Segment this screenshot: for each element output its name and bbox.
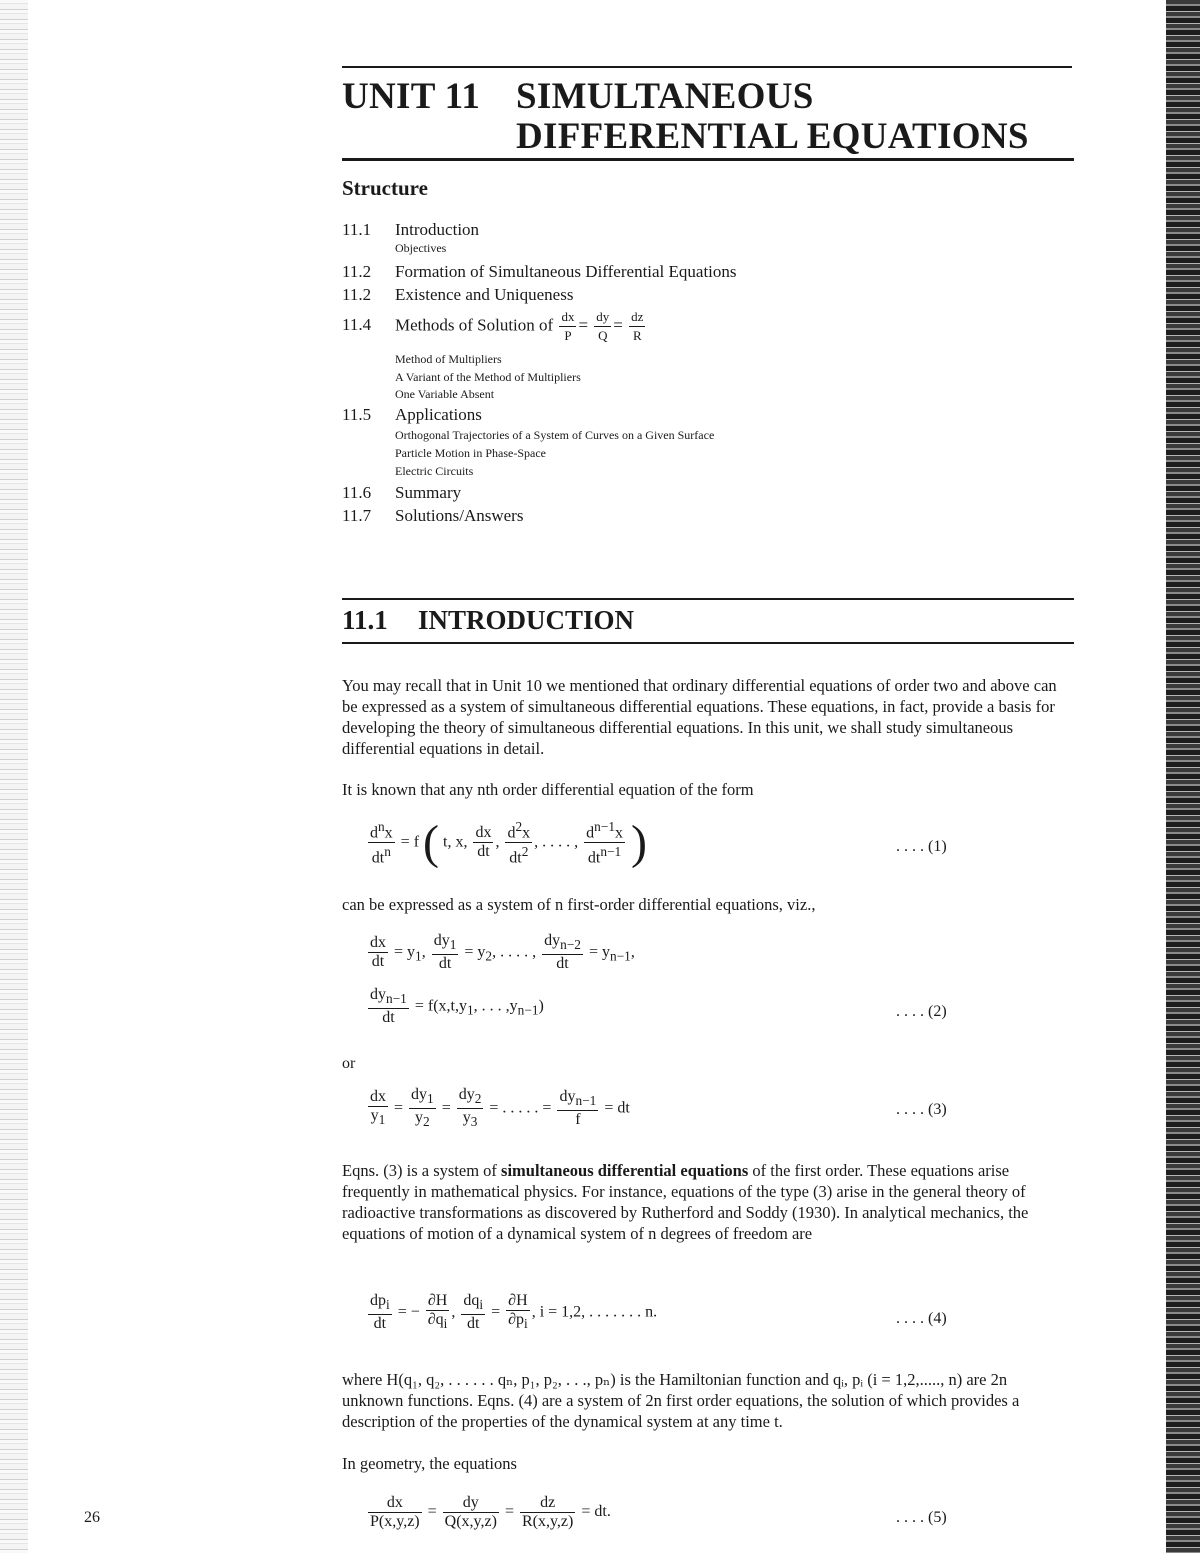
intro-paragraph-5: where H(q₁, q₂, . . . . . . qₙ, p₁, p₂, . . ., pₙ) is the Hamiltonian function and qᵢ, pᵢ (i = 1,2,....., n) are 2n unknown functions. Eqns. (4) are a system of 2n first order equations, the solution of which provides a description of the properties of the dynamical system at any time t. [342, 1370, 1020, 1431]
toc-item-11-1[interactable]: 11.1 Introduction [342, 220, 480, 239]
toc-sub-phase-space[interactable]: Particle Motion in Phase-Space [395, 446, 546, 460]
equation-2-line2: $\frac{dy_{n-1}}{dt}$ = $f(x,t,y_1$, . . . $,y_{n-1}$) [370, 986, 544, 1027]
header-top-rule [342, 66, 1072, 68]
intro-paragraph-2: It is known that any nth order differential equation of the form [342, 780, 754, 799]
method-frac-3: $\frac{dz}{R}$ [631, 309, 644, 343]
term-simultaneous-de: simultaneous differential equations [501, 1161, 749, 1180]
equation-4-number: . . . . (4) [896, 1310, 947, 1327]
structure-heading: Structure [342, 176, 428, 200]
toc-sub-one-variable[interactable]: One Variable Absent [395, 387, 495, 401]
equation-5: $\frac{dx}{P(x,y,z)}$ = $\frac{dy}{Q(x,y,z)}$ = $\frac{dz}{R(x,y,z)}$ = dt. [370, 1494, 611, 1530]
intro-paragraph-1: You may recall that in Unit 10 we mentioned that ordinary differential equations of order two and above can be expressed as a system of simultaneous differential equations. These equations, in fact, provide a basis for developing the theory of simultaneous differential equations. In this unit, we shall study simultaneous differential equations in detail. [342, 676, 1057, 758]
section-number: 11.1 [342, 605, 388, 635]
equation-2-number: . . . . (2) [896, 1003, 947, 1020]
toc-item-11-2b[interactable]: 11.2 Existence and Uniqueness [342, 285, 574, 304]
toc-item-11-5[interactable]: 11.5 Applications [342, 405, 482, 424]
section-title: INTRODUCTION [418, 605, 635, 635]
toc-sub-variant[interactable]: A Variant of the Method of Multipliers [395, 370, 581, 384]
toc-sub-circuits[interactable]: Electric Circuits [395, 464, 474, 478]
toc-item-11-2a[interactable]: 11.2 Formation of Simultaneous Differential Equations [342, 262, 737, 281]
scan-edge-right [1166, 0, 1200, 1553]
equation-1-number: . . . . (1) [896, 838, 947, 855]
unit-title-line2: DIFFERENTIAL EQUATIONS [516, 116, 1029, 157]
scan-edge-left [0, 0, 28, 1553]
equation-5-number: . . . . (5) [896, 1509, 947, 1526]
equation-3: $\frac{dx}{y_1}$ = $\frac{dy_1}{y_2}$ = $\frac{dy_2}{y_3}$ = . . . . . = $\frac{dy_{n-1}}{f}$ = dt [370, 1086, 630, 1130]
equation-3-number: . . . . (3) [896, 1101, 947, 1118]
intro-paragraph-4: Eqns. (3) is a system of simultaneous differential equations of the first order. These equations arise frequently in mathematical physics. For instance, equations of the type (3) arise in the general theory of radioactive transformations as discovered by Rutherford and Soddy (1930). In analytical mechanics, the equations of motion of a dynamical system of n degrees of freedom are [342, 1161, 1029, 1243]
intro-paragraph-3: can be expressed as a system of n first-order differential equations, viz., [342, 895, 816, 914]
intro-paragraph-6: In geometry, the equations [342, 1454, 517, 1473]
method-frac-1: $\frac{dx}{P}$ [561, 309, 575, 343]
unit-title-line1: SIMULTANEOUS [516, 76, 814, 117]
page-number: 26 [84, 1509, 100, 1526]
equation-4: $\frac{dp_i}{dt}$ = − $\frac{\partial H}{\partial q_i}$ , $\frac{dq_i}{dt}$ = $\frac{\partial H}{\partial p_i}$ , i = 1,2, . . . . . . . n. [370, 1292, 658, 1333]
equation-2-line1: $\frac{dx}{dt}$ = $y_1$, $\frac{dy_1}{dt}$ = $y_2$, . . . . , $\frac{dy_{n-2}}{dt}$ = $y_{n-1}$, [370, 932, 635, 973]
method-frac-2: $\frac{dy}{Q}$ [596, 309, 610, 343]
toc-item-11-4[interactable]: 11.4 Methods of Solution of $\frac{dx}{P}$ = $\frac{dy}{Q}$ = $\frac{dz}{R}$ [342, 309, 644, 343]
toc-sub-multipliers[interactable]: Method of Multipliers [395, 352, 502, 366]
section-top-rule [342, 598, 1074, 600]
equation-1: $\frac{d^nx}{dt^n}$ = f ( t, x, $\frac{dx}{dt}$ , $\frac{d^2x}{dt^2}$ , . . . . , $\frac{d^{n-1}x}{dt^{n-1}}$ ) [370, 815, 647, 869]
toc-item-11-6[interactable]: 11.6 Summary [342, 483, 462, 502]
unit-label: UNIT 11 [342, 76, 481, 117]
header-bottom-rule [342, 158, 1074, 161]
section-bottom-rule [342, 642, 1074, 644]
toc-sub-objectives[interactable]: Objectives [395, 241, 447, 255]
or-label: or [342, 1055, 356, 1072]
toc-item-11-7[interactable]: 11.7 Solutions/Answers [342, 506, 524, 525]
toc-sub-orthogonal[interactable]: Orthogonal Trajectories of a System of Curves on a Given Surface [395, 428, 715, 442]
